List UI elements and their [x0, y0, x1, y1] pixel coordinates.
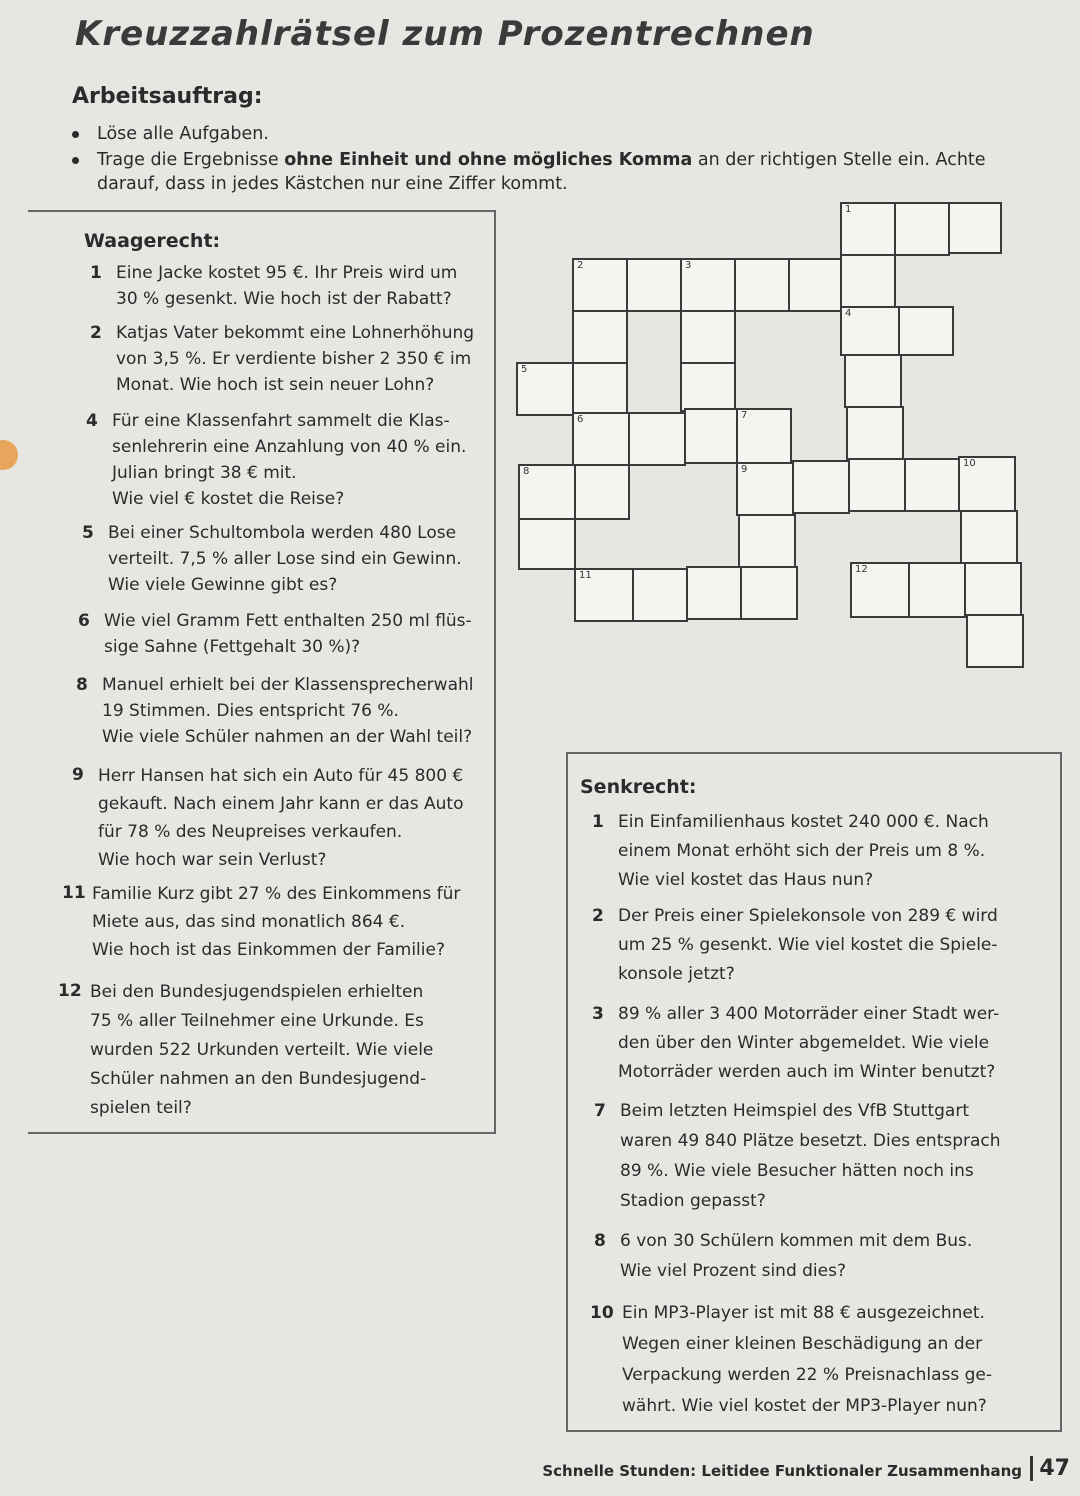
clue-number: 1	[90, 263, 102, 283]
grid-cell[interactable]	[632, 568, 688, 622]
senkrecht-title: Senkrecht:	[580, 776, 697, 798]
grid-cell[interactable]	[960, 510, 1018, 566]
waagerecht-title: Waagerecht:	[84, 230, 221, 252]
cell-number: 12	[855, 564, 868, 575]
grid-cell[interactable]	[840, 306, 900, 356]
grid-cell[interactable]	[840, 254, 896, 308]
page-number: 47	[1030, 1456, 1070, 1481]
grid-cell[interactable]	[850, 562, 910, 618]
cell-number: 8	[523, 466, 530, 477]
clue-number: 2	[592, 906, 604, 926]
grid-cell[interactable]	[792, 460, 850, 514]
grid-cell[interactable]	[844, 354, 902, 408]
cell-number: 11	[579, 570, 592, 581]
clue-text: Ein Einfamilienhaus kostet 240 000 €. Nach einem Monat erhöht sich der Preis um 8 %. Wie viel kostet das Haus nun?	[618, 812, 989, 890]
cell-number: 3	[685, 260, 692, 271]
grid-cell[interactable]	[738, 514, 796, 568]
cell-number: 7	[741, 410, 748, 421]
grid-cell[interactable]	[908, 562, 966, 618]
clue-w12	[58, 978, 433, 1123]
clue-text: Für eine Klassenfahrt sammelt die Klas- senlehrerin eine Anzahlung von 40 % ein. Julian bringt 38 € mit. Wie viel € kostet die Reise?	[112, 411, 467, 509]
grid-cell[interactable]	[948, 202, 1002, 254]
clue-w4	[86, 408, 466, 512]
clue-text: Manuel erhielt bei der Klassensprecherwahl 19 Stimmen. Dies entspricht 76 %. Wie viele Schüler nahmen an der Wahl teil?	[102, 675, 474, 747]
clue-w11	[62, 880, 460, 964]
grid-cell[interactable]	[846, 406, 904, 460]
clue-w6	[78, 608, 472, 660]
clue-text: Herr Hansen hat sich ein Auto für 45 800 € gekauft. Nach einem Jahr kann er das Auto für 78 % des Neupreises verkaufen. Wie hoch war sein Verlust?	[98, 766, 464, 870]
clue-w1	[90, 260, 457, 312]
clue-text: Bei einer Schultombola werden 480 Lose verteilt. 7,5 % aller Lose sind ein Gewinn. Wie viele Gewinne gibt es?	[108, 523, 462, 595]
grid-cell[interactable]	[904, 458, 960, 512]
cell-number: 10	[963, 458, 976, 469]
clue-number: 11	[62, 883, 86, 903]
bullet-2-rest: an der richtigen Stelle ein. Achte darauf, dass in jedes Kästchen nur eine Ziffer kommt.	[97, 150, 986, 194]
clue-s3	[592, 1000, 999, 1087]
grid-cell[interactable]	[686, 566, 742, 620]
grid-cell[interactable]	[518, 464, 576, 520]
grid-cell[interactable]	[574, 568, 634, 622]
clue-number: 12	[58, 981, 82, 1001]
clue-s8	[594, 1226, 972, 1286]
clue-number: 8	[76, 675, 88, 695]
grid-cell[interactable]	[572, 258, 628, 312]
grid-cell[interactable]	[572, 310, 628, 364]
cell-number: 1	[845, 204, 852, 215]
clue-number: 9	[72, 765, 84, 785]
grid-cell[interactable]	[958, 456, 1016, 512]
clue-text: 89 % aller 3 400 Motorräder einer Stadt wer- den über den Winter abgemeldet. Wie viele Motorräder werden auch im Winter benutzt?	[618, 1004, 1000, 1082]
grid-cell[interactable]	[680, 362, 736, 412]
clue-s7	[594, 1096, 1001, 1216]
cell-number: 2	[577, 260, 584, 271]
clue-number: 6	[78, 611, 90, 631]
bullet-2	[72, 148, 1012, 196]
grid-cell[interactable]	[788, 258, 842, 312]
clue-text: Katjas Vater bekommt eine Lohnerhöhung von 3,5 %. Er verdiente bisher 2 350 € im Monat. Wie hoch ist sein neuer Lohn?	[116, 323, 475, 395]
cell-number: 5	[521, 364, 528, 375]
clue-s2	[592, 902, 998, 989]
grid-cell[interactable]	[848, 458, 906, 512]
grid-cell[interactable]	[736, 462, 794, 516]
grid-cell[interactable]	[964, 562, 1022, 616]
grid-cell[interactable]	[680, 258, 736, 312]
task-bullets	[72, 122, 1012, 198]
grid-cell[interactable]	[898, 306, 954, 356]
bullet-1: Löse alle Aufgaben.	[72, 122, 1012, 146]
clue-number: 10	[590, 1303, 614, 1323]
cell-number: 4	[845, 308, 852, 319]
clue-text: Bei den Bundesjugendspielen erhielten 75 % aller Teilnehmer eine Urkunde. Es wurden 522 Urkunden verteilt. Wie viele Schüler nahmen an den Bundesjugend- spielen teil?	[90, 982, 434, 1118]
clue-text: Ein MP3-Player ist mit 88 € ausgezeichnet. Wegen einer kleinen Beschädigung an der Verpackung werden 22 % Preisnachlass ge- währt. Wie viel kostet der MP3-Player nun?	[622, 1303, 993, 1416]
clue-text: Beim letzten Heimspiel des VfB Stuttgart waren 49 840 Plätze besetzt. Dies entsprach 89 %. Wie viele Besucher hätten noch ins Stadion gepasst?	[620, 1101, 1001, 1211]
clue-s1	[592, 808, 989, 895]
clue-number: 7	[594, 1101, 606, 1121]
clue-number: 1	[592, 812, 604, 832]
grid-cell[interactable]	[574, 464, 630, 520]
clue-w5	[82, 520, 462, 598]
clue-number: 4	[86, 411, 98, 431]
clue-text: Familie Kurz gibt 27 % des Einkommens für Miete aus, das sind monatlich 864 €. Wie hoch ist das Einkommen der Familie?	[92, 884, 461, 960]
clue-w9	[72, 762, 464, 874]
clue-w8	[76, 672, 474, 750]
clue-s10	[590, 1298, 992, 1422]
clue-text: Wie viel Gramm Fett enthalten 250 ml flüs- sige Sahne (Fettgehalt 30 %)?	[104, 611, 472, 657]
clue-text: 6 von 30 Schülern kommen mit dem Bus. Wie viel Prozent sind dies?	[620, 1231, 973, 1281]
grid-cell[interactable]	[516, 362, 574, 416]
footer-text: Schnelle Stunden: Leitidee Funktionaler Zusammenhang	[542, 1462, 1022, 1480]
grid-cell[interactable]	[628, 412, 686, 466]
clue-text: Eine Jacke kostet 95 €. Ihr Preis wird um 30 % gesenkt. Wie hoch ist der Rabatt?	[116, 263, 458, 309]
grid-cell[interactable]	[626, 258, 682, 312]
grid-cell[interactable]	[684, 408, 738, 464]
grid-cell[interactable]	[894, 202, 950, 256]
grid-cell[interactable]	[518, 518, 576, 570]
clue-w2	[90, 320, 474, 398]
clue-number: 2	[90, 323, 102, 343]
grid-cell[interactable]	[736, 408, 792, 464]
clue-number: 5	[82, 523, 94, 543]
bullet-2-text: Trage die Ergebnisse	[97, 150, 285, 170]
grid-cell[interactable]	[572, 362, 628, 416]
page-title: Kreuzzahlrätsel zum Prozentrechnen	[75, 14, 815, 54]
margin-mark	[0, 440, 18, 470]
grid-cell[interactable]	[840, 202, 896, 256]
clue-number: 3	[592, 1004, 604, 1024]
grid-cell[interactable]	[680, 310, 736, 364]
clue-number: 8	[594, 1231, 606, 1251]
grid-cell[interactable]	[734, 258, 790, 312]
cell-number: 9	[741, 464, 748, 475]
grid-cell[interactable]	[740, 566, 798, 620]
bullet-2-bold: ohne Einheit und ohne mögliches Komma	[284, 150, 693, 170]
grid-cell[interactable]	[572, 412, 630, 466]
grid-cell[interactable]	[966, 614, 1024, 668]
cell-number: 6	[577, 414, 584, 425]
task-heading: Arbeitsauftrag:	[72, 84, 263, 109]
clue-text: Der Preis einer Spielekonsole von 289 € wird um 25 % gesenkt. Wie viel kostet die Spiele- konsole jetzt?	[618, 906, 998, 984]
